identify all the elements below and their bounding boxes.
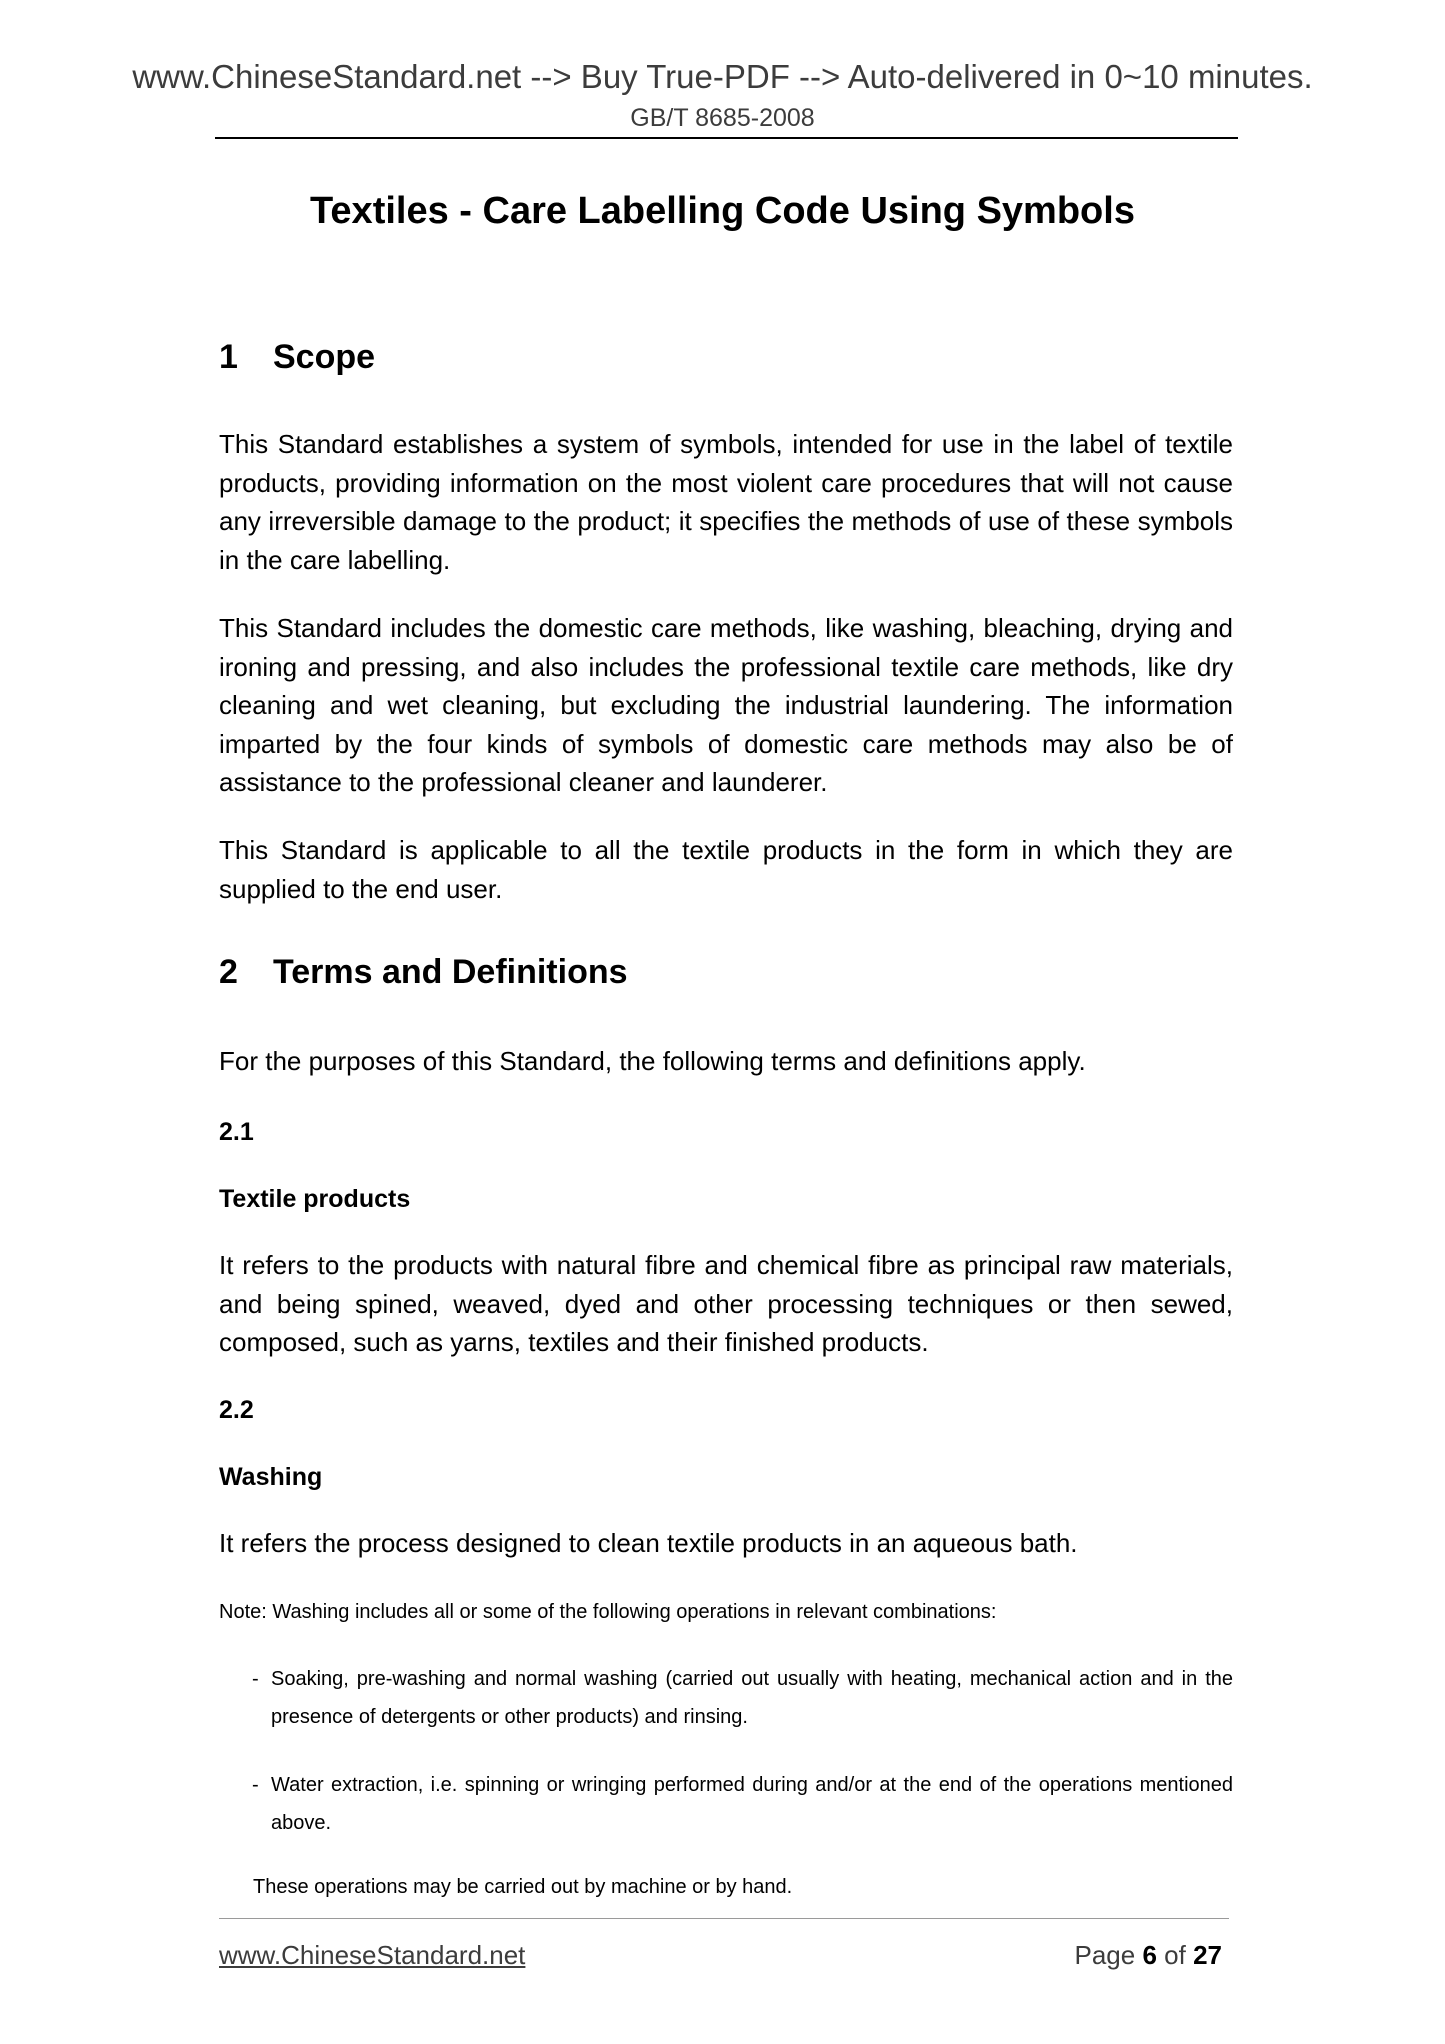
section-1-number: 1 bbox=[219, 338, 238, 376]
scope-paragraph-2: This Standard includes the domestic care methods, like washing, bleaching, drying and ironing and pressing, and also includes the professional textile care methods, like dry cleaning and wet cleaning, but excluding the industrial laundering. The information imparted by the four kinds of symbols of domestic care methods may also be of assistance to the professional cleaner and launderer. bbox=[219, 613, 1233, 797]
scope-paragraph-1: This Standard establishes a system of symbols, intended for use in the label of textile products, providing information on the most violent care procedures that will not cause any irreversible damage to the product; it specifies the methods of use of these symbols in the care labelling. bbox=[219, 429, 1233, 575]
term-2-2-name: Washing bbox=[219, 1463, 323, 1491]
scope-paragraph-3: This Standard is applicable to all the textile products in the form in which they are supplied to the end user. bbox=[219, 835, 1233, 904]
header-banner: www.ChineseStandard.net --> Buy True-PDF --> Auto-delivered in 0~10 minutes. bbox=[132, 58, 1313, 95]
washing-note: Note: Washing includes all or some of the following operations in relevant combinations: bbox=[219, 1601, 997, 1623]
term-2-2-definition: It refers the process designed to clean textile products in an aqueous bath. bbox=[219, 1528, 1078, 1558]
terms-intro: For the purposes of this Standard, the following terms and definitions apply. bbox=[219, 1046, 1086, 1076]
term-2-1-definition: It refers to the products with natural fibre and chemical fibre as principal raw materials, and being spined, weaved, dyed and other processing techniques or then sewed, composed, such as yarns, textiles and their finished products. bbox=[219, 1250, 1233, 1357]
section-2-title: Terms and Definitions bbox=[273, 953, 628, 991]
document-title: Textiles - Care Labelling Code Using Symbols bbox=[310, 190, 1135, 232]
footer-site-link[interactable]: www.ChineseStandard.net bbox=[219, 1940, 526, 1970]
header-standard-code: GB/T 8685-2008 bbox=[630, 104, 815, 132]
page-label: Page bbox=[1074, 1940, 1136, 1970]
page-of: of bbox=[1164, 1940, 1186, 1970]
bullet-text: Soaking, pre-washing and normal washing (carried out usually with heating, mechanical action and in the presence of detergents or other products) and rinsing. bbox=[271, 1668, 1233, 1728]
operations-note: These operations may be carried out by machine or by hand. bbox=[253, 1876, 793, 1898]
page-total: 27 bbox=[1193, 1940, 1222, 1970]
section-2-heading bbox=[219, 953, 628, 992]
bullet-text: Water extraction, i.e. spinning or wringing performed during and/or at the end of the operations mentioned above. bbox=[271, 1774, 1233, 1834]
footer-divider bbox=[219, 1918, 1229, 1919]
section-1-heading bbox=[219, 338, 375, 377]
list-item bbox=[252, 1766, 1233, 1842]
header-divider bbox=[215, 137, 1238, 139]
section-2-number: 2 bbox=[219, 953, 238, 991]
term-2-1-name: Textile products bbox=[219, 1185, 411, 1213]
term-2-2-number: 2.2 bbox=[219, 1396, 254, 1424]
list-item bbox=[252, 1660, 1233, 1736]
bullet-dash: - bbox=[252, 1774, 259, 1796]
section-1-title: Scope bbox=[273, 338, 376, 376]
term-2-1-number: 2.1 bbox=[219, 1118, 254, 1146]
page-current: 6 bbox=[1142, 1940, 1157, 1970]
bullet-dash: - bbox=[252, 1668, 259, 1690]
page-number bbox=[1074, 1940, 1222, 1971]
